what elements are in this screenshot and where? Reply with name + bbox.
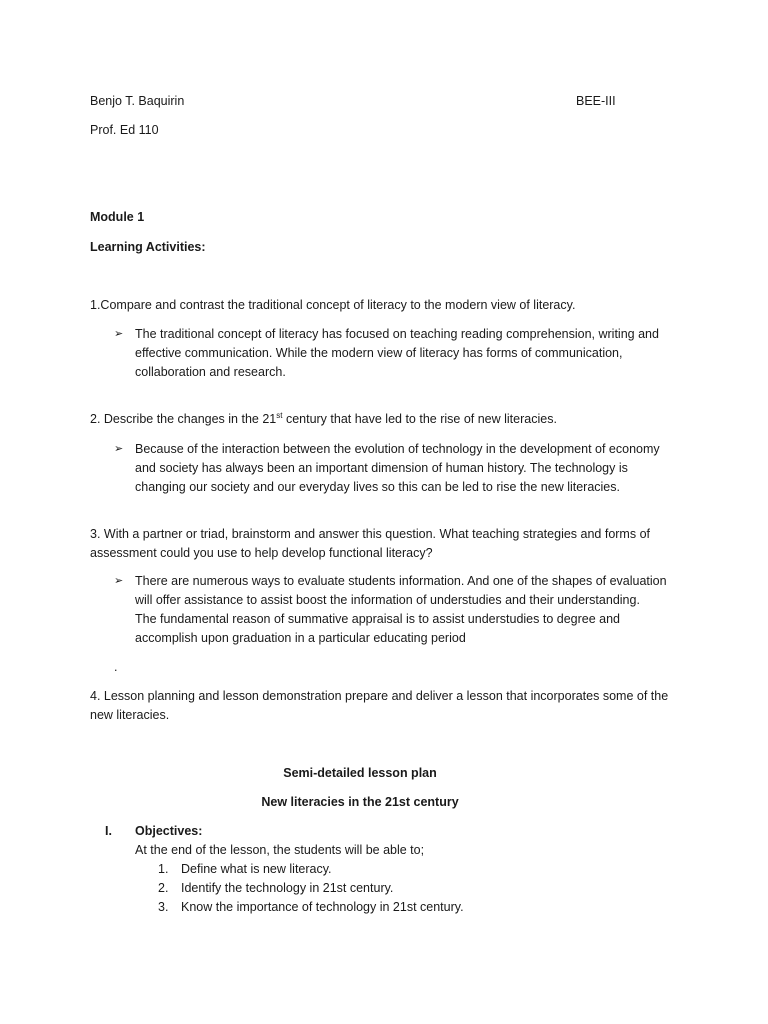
question-1-prompt: 1.Compare and contrast the traditional concept of literacy to the modern view of literacy. (90, 298, 576, 312)
lesson-plan-title: Semi-detailed lesson plan (283, 766, 437, 780)
prompt-line: 4. Lesson planning and lesson demonstration prepare and deliver a lesson that incorporates some of the (90, 689, 669, 703)
objective-number: 2. (158, 881, 169, 895)
objective-text: Know the importance of technology in 21st century. (181, 900, 464, 914)
objective-number: 1. (158, 862, 169, 876)
question-4-prompt (90, 687, 668, 725)
section-title: Objectives: (135, 824, 203, 838)
answer-line: and society has always been an important dimension of human history. The technology is (135, 461, 628, 475)
prompt-line: assessment could you use to help develop functional literacy? (90, 546, 433, 560)
arrow-bullet-icon: ➢ (114, 443, 124, 455)
answer-line: changing our society and our everyday lives so this can be led to rise the new literacies. (135, 480, 620, 494)
objective-number: 3. (158, 900, 169, 914)
question-1-answer (135, 325, 659, 382)
answer-line: effective communication. While the modern view of literacy has forms of communication, (135, 346, 623, 360)
question-3-answer (135, 572, 667, 648)
trailing-period: . (114, 660, 118, 674)
prompt-text: century that have led to the rise of new literacies. (282, 412, 557, 426)
section-numeral: I. (105, 824, 112, 838)
module-subtitle: Learning Activities: (90, 240, 206, 254)
ordinal-suffix: st (276, 410, 283, 420)
prompt-text: 2. Describe the changes in the 21 (90, 412, 277, 426)
objective-text: Define what is new literacy. (181, 862, 332, 876)
arrow-bullet-icon: ➢ (114, 575, 124, 587)
prompt-line: new literacies. (90, 708, 170, 722)
objective-text: Identify the technology in 21st century. (181, 881, 394, 895)
lesson-plan-topic: New literacies in the 21st century (261, 795, 459, 809)
answer-line: There are numerous ways to evaluate students information. And one of the shapes of evaluation (135, 574, 667, 588)
answer-line: collaboration and research. (135, 365, 286, 379)
course-code: Prof. Ed 110 (90, 123, 159, 137)
question-2-answer (135, 440, 660, 497)
student-name: Benjo T. Baquirin (90, 94, 185, 108)
answer-line: The fundamental reason of summative appraisal is to assist understudies to degree and (135, 612, 620, 626)
student-section: BEE-III (576, 94, 616, 108)
answer-line: accomplish upon graduation in a particular educating period (135, 631, 466, 645)
prompt-line: 3. With a partner or triad, brainstorm and answer this question. What teaching strategies and forms of (90, 527, 650, 541)
answer-line: will offer assistance to assist boost the information of understudies and their understanding. (135, 593, 640, 607)
question-3-prompt (90, 525, 650, 563)
answer-line: Because of the interaction between the evolution of technology in the development of economy (135, 442, 660, 456)
module-title: Module 1 (90, 210, 145, 224)
answer-line: The traditional concept of literacy has focused on teaching reading comprehension, writing and (135, 327, 659, 341)
question-2-prompt (90, 410, 557, 429)
arrow-bullet-icon: ➢ (114, 328, 124, 340)
objectives-intro: At the end of the lesson, the students will be able to; (135, 843, 425, 857)
